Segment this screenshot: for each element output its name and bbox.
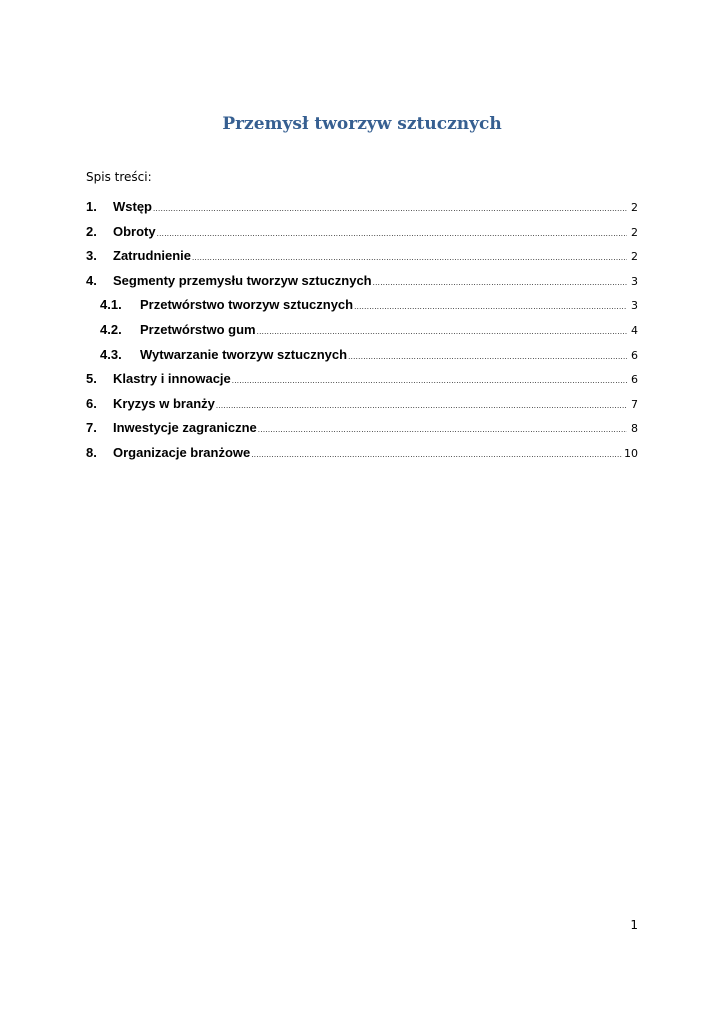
toc-subentry-plastics-manufacturing[interactable] [86, 347, 638, 372]
toc-leader-dots [257, 327, 627, 336]
toc-entry-number: 1. [86, 199, 97, 214]
toc-entry-label: Inwestycje zagraniczne [113, 420, 257, 436]
toc-entry-label: Kryzys w branży [113, 395, 215, 411]
toc-entry-number: 6. [86, 395, 97, 411]
toc-entry-page: 7 [631, 397, 638, 411]
toc-subentry-rubber-processing[interactable] [86, 322, 638, 347]
toc-entry-clusters[interactable] [86, 371, 638, 396]
toc-entry-number: 8. [86, 444, 97, 460]
toc-entry-page: 3 [631, 299, 638, 313]
toc-entry-turnover[interactable] [86, 224, 638, 249]
toc-entry-page: 10 [624, 446, 638, 460]
toc-entry-number: 4.2. [100, 321, 122, 337]
toc-leader-dots [258, 425, 627, 434]
toc-leader-dots [192, 253, 627, 262]
toc-entry-page: 6 [631, 348, 638, 362]
toc-entry-label: Wytwarzanie tworzyw sztucznych [140, 346, 348, 362]
document-title: Przemysł tworzyw sztucznych [222, 114, 502, 134]
toc-entry-number: 7. [86, 420, 97, 436]
toc-entry-industry-organizations[interactable] [86, 445, 638, 470]
toc-entry-page: 8 [631, 422, 638, 436]
toc-entry-number: 4.1. [100, 297, 122, 313]
toc-entry-foreign-investment[interactable] [86, 420, 638, 445]
toc-leader-dots [232, 376, 627, 385]
toc-entry-label: Przetwórstwo tworzyw sztucznych [140, 297, 354, 313]
toc-entry-page: 4 [631, 323, 638, 337]
toc-leader-dots [354, 302, 627, 311]
toc-entry-page: 2 [631, 225, 638, 239]
toc-entry-number: 5. [86, 371, 97, 387]
toc-entry-label: Segmenty przemysłu tworzyw sztucznych [113, 272, 372, 288]
toc-entry-page: 2 [631, 201, 638, 214]
page-number: 1 [630, 918, 638, 932]
toc-entry-label: Klastry i innowacje [113, 371, 231, 387]
toc-entry-intro[interactable] [86, 199, 638, 224]
toc-entry-number: 4. [86, 272, 97, 288]
toc-subentry-plastics-processing[interactable] [86, 297, 638, 322]
toc-leader-dots [348, 352, 627, 361]
toc-entry-label: Obroty [113, 223, 156, 239]
toc-entry-label: Zatrudnienie [113, 248, 192, 264]
toc-entry-number: 3. [86, 248, 97, 264]
toc-entry-number: 4.3. [100, 346, 122, 362]
toc-entry-label: Organizacje branżowe [113, 444, 251, 460]
toc-leader-dots [157, 229, 627, 238]
toc-entry-page: 3 [631, 274, 638, 288]
toc-entry-page: 2 [631, 250, 638, 264]
toc-leader-dots [216, 401, 627, 410]
table-of-contents [86, 199, 638, 470]
toc-caption: Spis treści: [86, 170, 152, 184]
toc-entry-number: 2. [86, 223, 97, 239]
toc-leader-dots [153, 204, 627, 213]
toc-entry-label: Przetwórstwo gum [140, 321, 256, 337]
toc-entry-label: Wstęp [113, 199, 152, 214]
toc-entry-page: 6 [631, 373, 638, 387]
toc-leader-dots [251, 450, 622, 459]
toc-leader-dots [373, 278, 627, 287]
toc-entry-employment[interactable] [86, 248, 638, 273]
toc-entry-segments[interactable] [86, 273, 638, 298]
toc-entry-crisis[interactable] [86, 396, 638, 421]
